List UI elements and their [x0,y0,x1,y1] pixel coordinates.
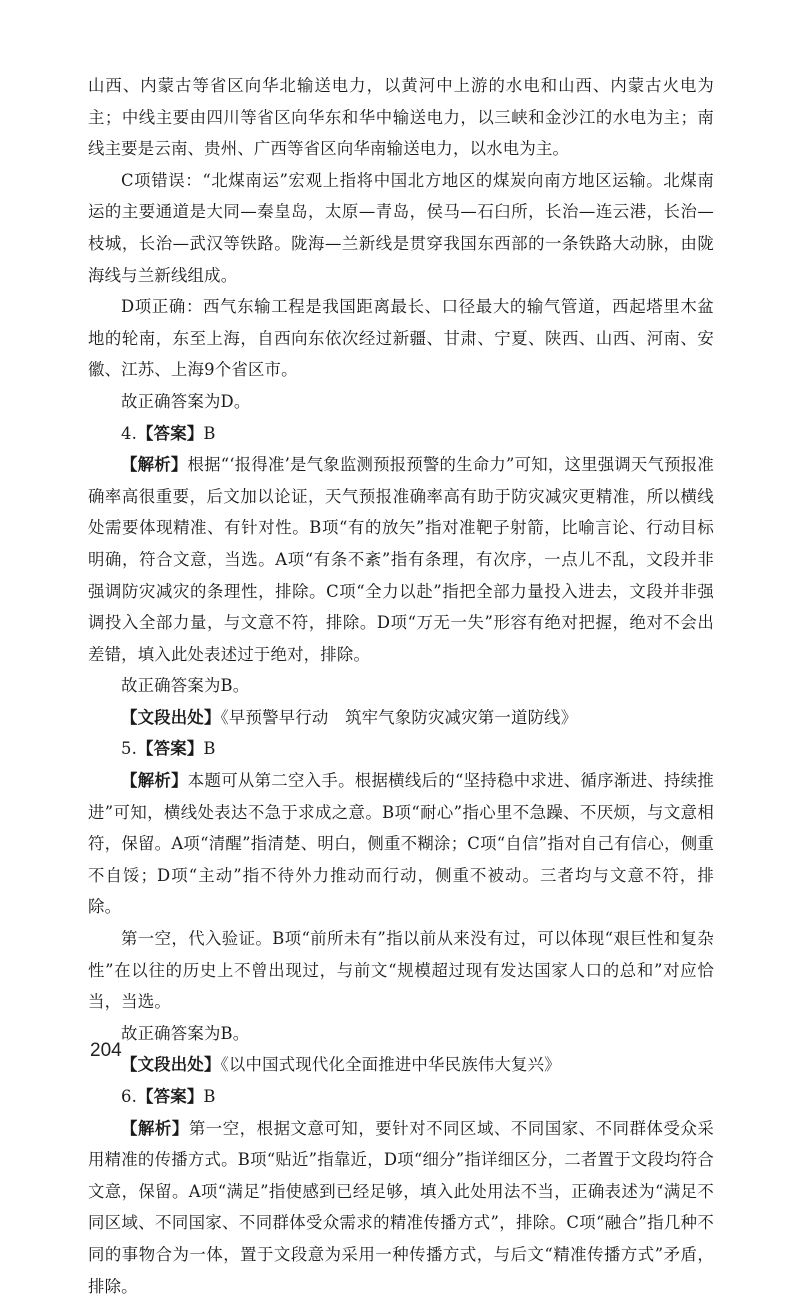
question-number: 4. [121,423,138,443]
explanation-q6 [88,1113,714,1302]
final-answer-q3: 故正确答案为D。 [121,391,251,411]
explanation-q4 [88,449,714,670]
answer-q6 [88,1081,714,1113]
source-q4 [88,702,714,734]
answer-value: B [203,1087,216,1106]
question-number: 5. [121,739,138,759]
explanation-label: 【解析】 [121,771,188,791]
answer-label: 【答案】 [137,1087,204,1106]
answer-q5 [88,733,714,765]
page-number: 204 [90,1040,122,1061]
page-body [88,70,714,1302]
answer-value: B [203,423,216,443]
explanation-q5-part2: 第一空，代入验证。B项“前所未有”指以前从来没有过，可以体现“艰巨性和复杂性”在以往的历史上不曾出现过，与前文“规模超过现有发达国家人口的总和”对应恰当，当选。 [88,929,714,1012]
source-title: 《以中国式现代化全面推进中华民族伟大复兴》 [220,1055,561,1075]
question-number: 6. [121,1087,138,1106]
answer-label: 【答案】 [137,423,204,443]
final-answer-q4: 故正确答案为B。 [121,676,250,696]
answer-q4 [88,418,714,450]
paragraph-power-lines: 山西、内蒙古等省区向华北输送电力，以黄河中上游的水电和山西、内蒙古火电为主；中线主要由四川等省区向华东和华中输送电力，以三峡和金沙江的水电为主；南线主要是云南、贵州、广西等省区向华南输送电力，以水电为主。 [88,76,714,159]
source-q5 [88,1049,714,1081]
source-label: 【文段出处】 [121,1055,221,1075]
paragraph-option-c: C项错误：“北煤南运”宏观上指将中国北方地区的煤炭向南方地区运输。北煤南运的主要通道是大同—秦皇岛，太原—青岛，侯马—石臼所，长治—连云港，长治—枝城，长治—武汉等铁路。陇海—兰新线是贯穿我国东西部的一条铁路大动脉，由陇海线与兰新线组成。 [88,170,714,285]
explanation-text: 根据“‘报得准’是气象监测预报预警的生命力”可知，这里强调天气预报准确率高很重要，后文加以论证，天气预报准确率高有助于防灾减灾更精准，所以横线处需要体现精准、有针对性。B项“有的放矢”指对准靶子射箭，比喻言论、行动目标明确，符合文意，当选。A项“有条不紊”指有条理，有次序，一点儿不乱，文段并非强调防灾减灾的条理性，排除。C项“全力以赴”指把全部力量投入进去，文段并非强调投入全部力量，与文意不符，排除。D项“万无一失”形容有绝对把握，绝对不会出差错，填入此处表述过于绝对，排除。 [88,455,714,664]
paragraph-option-d: D项正确：西气东输工程是我国距离最长、口径最大的输气管道，西起塔里木盆地的轮南，东至上海，自西向东依次经过新疆、甘肃、宁夏、陕西、山西、河南、安徽、江苏、上海9个省区市。 [88,297,714,380]
explanation-label: 【解析】 [121,1118,189,1138]
source-title: 《早预警早行动 筑牢气象防灾减灾第一道防线》 [220,707,578,727]
final-answer-q5: 故正确答案为B。 [121,1023,250,1043]
answer-value: B [203,739,216,759]
source-label: 【文段出处】 [121,707,221,727]
explanation-label: 【解析】 [121,455,188,475]
answer-label: 【答案】 [137,739,204,759]
explanation-q5 [88,765,714,923]
explanation-text: 第一空，根据文意可知，要针对不同区域、不同国家、不同群体受众采用精准的传播方式。B项“贴近”指靠近，D项“细分”指详细区分，二者置于文段均符合文意，保留。A项“满足”指使感到已经足够，填入此处用法不当，正确表述为“满足不同区域、不同国家、不同群体受众需求的精准传播方式”，排除。C项“融合”指几种不同的事物合为一体，置于文段意为采用一种传播方式，与后文“精准传播方式”矛盾，排除。 [88,1118,714,1296]
explanation-text: 本题可从第二空入手。根据横线后的“坚持稳中求进、循序渐进、持续推进”可知，横线处表达不急于求成之意。B项“耐心”指心里不急躁、不厌烦，与文意相符，保留。A项“清醒”指清楚、明白，侧重不糊涂；C项“自信”指对自己有信心，侧重不自馁；D项“主动”指不待外力推动而行动，侧重不被动。三者均与文意不符，排除。 [88,771,714,917]
